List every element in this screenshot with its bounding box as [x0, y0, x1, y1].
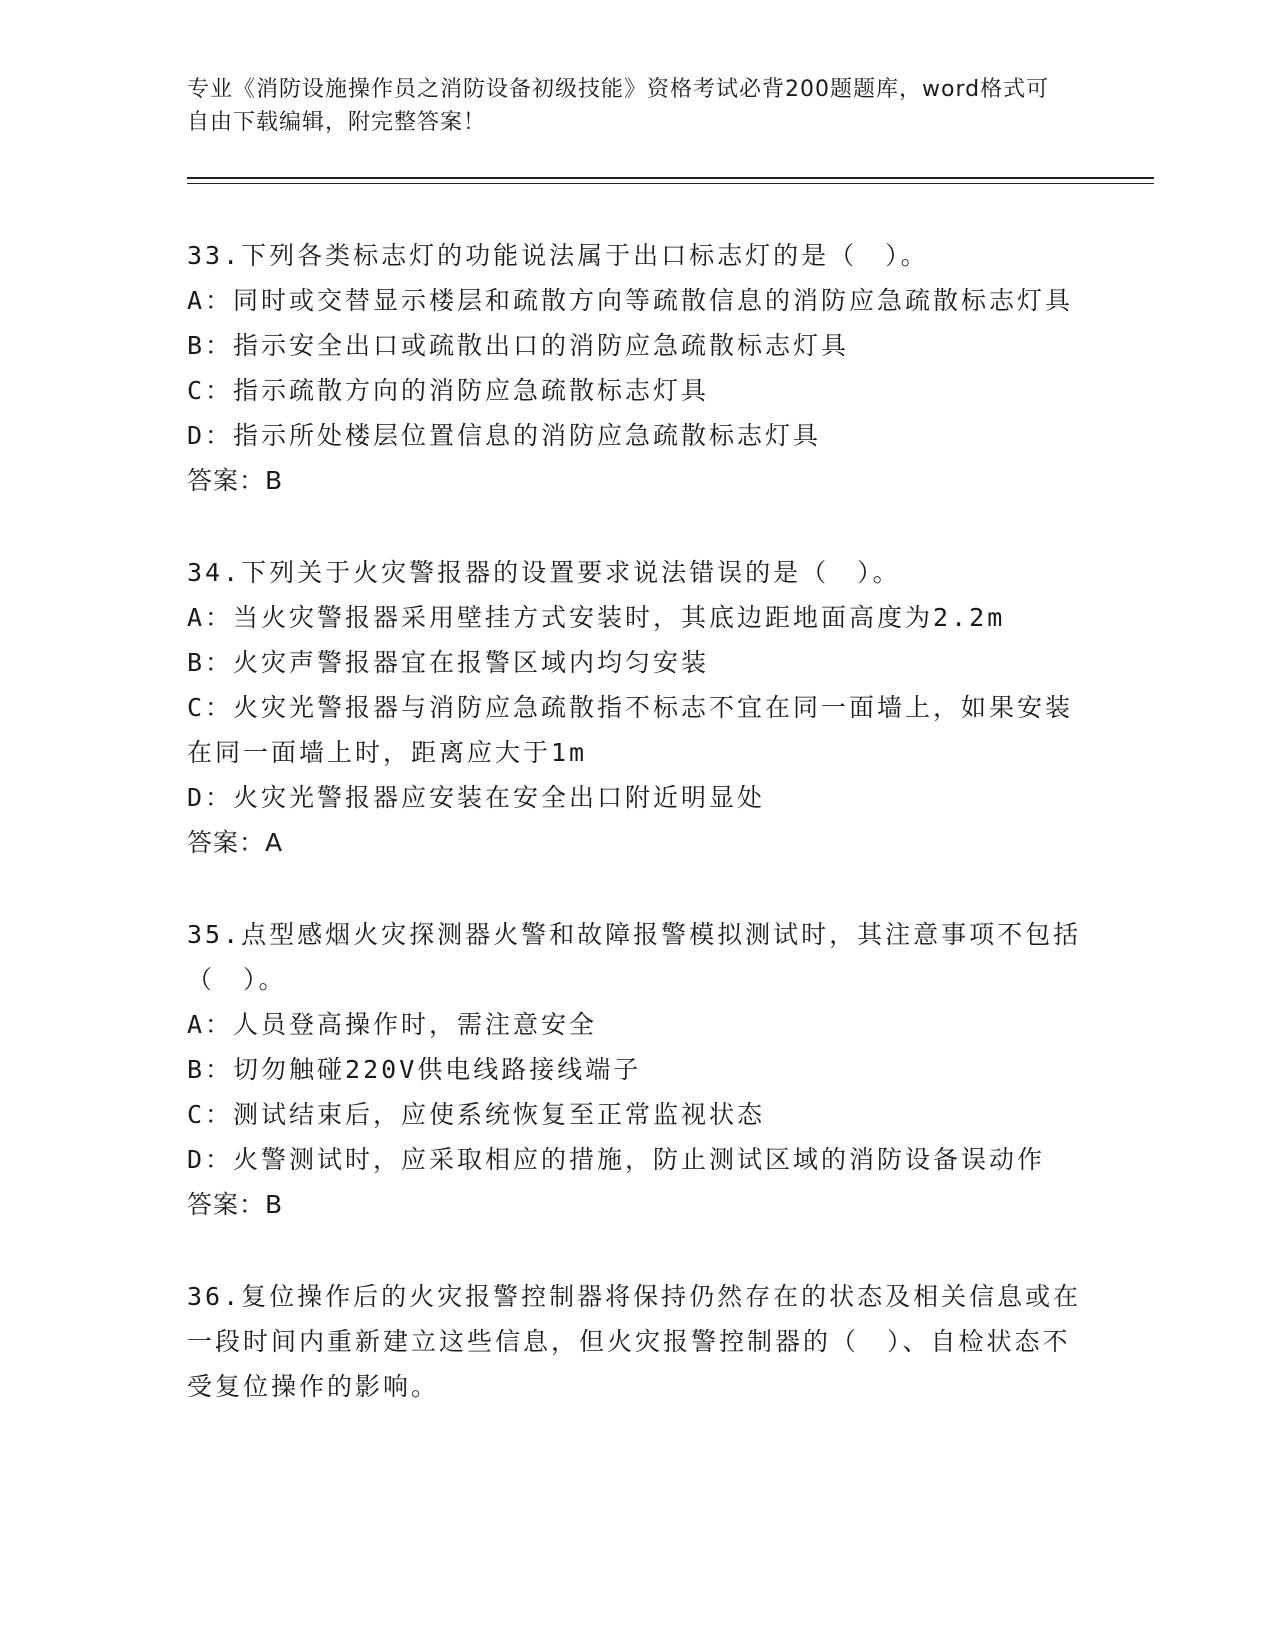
- option-b: B：切勿触碰220V供电线路接线端子: [187, 1055, 642, 1084]
- option-a: A：当火灾警报器采用壁挂方式安装时，其底边距地面高度为2.2m: [187, 603, 1006, 632]
- answer: 答案：A: [187, 828, 284, 857]
- question-34: [187, 550, 1087, 865]
- answer: 答案：B: [187, 466, 284, 495]
- option-c: C：指示疏散方向的消防应急疏散标志灯具: [187, 376, 710, 405]
- option-d: D：指示所处楼层位置信息的消防应急疏散标志灯具: [187, 421, 822, 450]
- question-gap: [187, 1227, 1087, 1274]
- option-c: C：测试结束后，应使系统恢复至正常监视状态: [187, 1100, 766, 1129]
- option-d: D：火灾光警报器应安装在安全出口附近明显处: [187, 783, 766, 812]
- question-text: 35.点型感烟火灾探测器火警和故障报警模拟测试时，其注意事项不包括（ ）。: [187, 920, 1082, 994]
- question-gap: [187, 503, 1087, 550]
- page-header: 专业《消防设施操作员之消防设备初级技能》资格考试必背200题题库，word格式可自由下载编辑，附完整答案！: [187, 77, 1050, 135]
- answer: 答案：B: [187, 1190, 284, 1219]
- option-d: D：火警测试时，应采取相应的措施，防止测试区域的消防设备误动作: [187, 1145, 1046, 1174]
- question-35: [187, 912, 1087, 1227]
- question-text: 33.下列各类标志灯的功能说法属于出口标志灯的是（ ）。: [187, 241, 929, 270]
- question-text: 34.下列关于火灾警报器的设置要求说法错误的是（ ）。: [187, 558, 901, 587]
- question-list: [187, 233, 1087, 1409]
- option-c: C：火灾光警报器与消防应急疏散指不标志不宜在同一面墙上，如果安装在同一面墙上时，距离应大于1m: [187, 693, 1074, 767]
- question-33: [187, 233, 1087, 503]
- option-a: A：同时或交替显示楼层和疏散方向等疏散信息的消防应急疏散标志灯具: [187, 286, 1074, 315]
- question-text: 36.复位操作后的火灾报警控制器将保持仍然存在的状态及相关信息或在一段时间内重新建立这些信息，但火灾报警控制器的（ ）、自检状态不受复位操作的影响。: [187, 1282, 1082, 1401]
- question-gap: [187, 865, 1087, 912]
- header-rule-thick: [187, 177, 1154, 179]
- option-a: A：人员登高操作时，需注意安全: [187, 1010, 598, 1039]
- header-rule-thin: [187, 183, 1154, 184]
- option-b: B：指示安全出口或疏散出口的消防应急疏散标志灯具: [187, 331, 850, 360]
- question-36: [187, 1274, 1087, 1409]
- option-b: B：火灾声警报器宜在报警区域内均匀安装: [187, 648, 710, 677]
